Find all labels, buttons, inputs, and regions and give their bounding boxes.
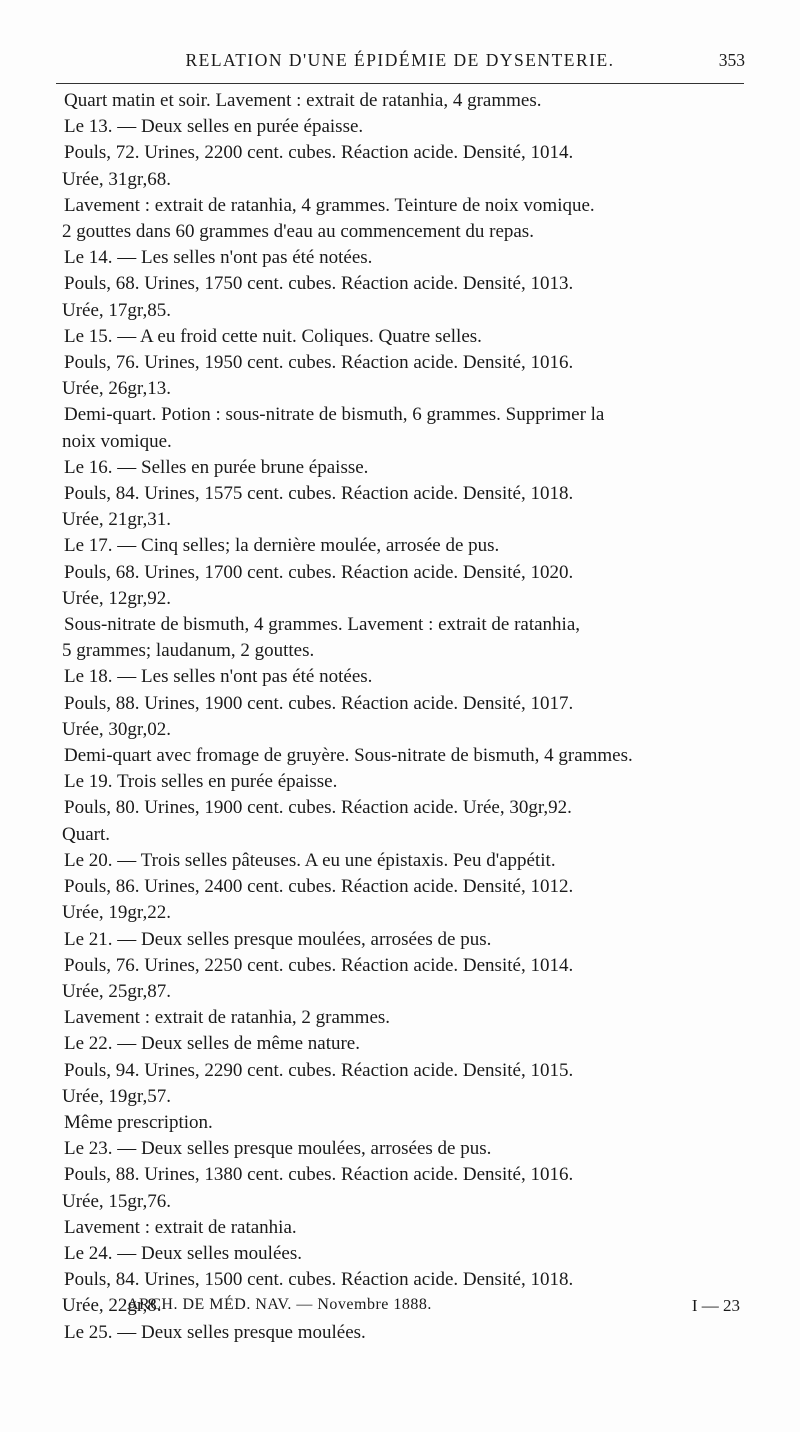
body-text (62, 88, 742, 1346)
text-line: Pouls, 76. Urines, 1950 cent. cubes. Réaction acide. Densité, 1016. (64, 352, 574, 374)
text-line: Urée, 12gr,92. (62, 587, 171, 609)
text-line: Pouls, 94. Urines, 2290 cent. cubes. Réaction acide. Densité, 1015. (64, 1059, 574, 1081)
text-line: Le 14. — Les selles n'ont pas été notées. (64, 247, 373, 269)
text-line: Urée, 30gr,02. (62, 718, 171, 740)
text-line: Le 21. — Deux selles presque moulées, arrosées de pus. (64, 928, 492, 950)
text-line: Quart. (62, 823, 111, 845)
text-line: Pouls, 72. Urines, 2200 cent. cubes. Réaction acide. Densité, 1014. (64, 142, 574, 164)
page-footer (62, 1296, 742, 1324)
text-line: Le 16. — Selles en purée brune épaisse. (64, 456, 369, 478)
text-line: Le 17. — Cinq selles; la dernière moulée, arrosée de pus. (64, 535, 500, 557)
text-line: Pouls, 86. Urines, 2400 cent. cubes. Réaction acide. Densité, 1012. (64, 876, 574, 898)
text-line: Urée, 21gr,31. (62, 509, 171, 531)
text-line: Pouls, 68. Urines, 1700 cent. cubes. Réaction acide. Densité, 1020. (64, 561, 574, 583)
text-line: Le 19. Trois selles en purée épaisse. (64, 771, 338, 793)
text-line: Lavement : extrait de ratanhia, 4 grammes. Teinture de noix vomique. (64, 194, 595, 216)
text-line: Le 24. — Deux selles moulées. (64, 1242, 302, 1264)
text-line: Urée, 19gr,57. (62, 1085, 171, 1107)
text-line: Le 15. — A eu froid cette nuit. Coliques. Quatre selles. (64, 325, 482, 347)
text-line: Le 25. — Deux selles presque moulées. (64, 1321, 366, 1343)
text-line: Sous-nitrate de bismuth, 4 grammes. Lavement : extrait de ratanhia, (64, 614, 581, 636)
text-line: Pouls, 88. Urines, 1380 cent. cubes. Réaction acide. Densité, 1016. (64, 1164, 574, 1186)
text-line: Pouls, 80. Urines, 1900 cent. cubes. Réaction acide. Urée, 30gr,92. (64, 797, 572, 819)
text-line: Urée, 15gr,76. (62, 1190, 171, 1212)
text-line: Le 20. — Trois selles pâteuses. A eu une épistaxis. Peu d'appétit. (64, 849, 556, 871)
text-line: Pouls, 84. Urines, 1575 cent. cubes. Réaction acide. Densité, 1018. (64, 483, 574, 505)
text-line: Le 22. — Deux selles de même nature. (64, 1033, 360, 1055)
journal-reference: ARCH. DE MÉD. NAV. — Novembre 1888. (127, 1296, 432, 1313)
text-line: Pouls, 84. Urines, 1500 cent. cubes. Réaction acide. Densité, 1018. (64, 1269, 574, 1291)
text-line: Urée, 26gr,13. (62, 378, 171, 400)
text-line: Pouls, 68. Urines, 1750 cent. cubes. Réaction acide. Densité, 1013. (64, 273, 574, 295)
text-line: Demi-quart avec fromage de gruyère. Sous-nitrate de bismuth, 4 grammes. (64, 745, 633, 767)
header-rule (56, 83, 744, 84)
text-line: Le 23. — Deux selles presque moulées, arrosées de pus. (64, 1138, 492, 1160)
text-line: Lavement : extrait de ratanhia. (64, 1216, 297, 1238)
text-line: Demi-quart. Potion : sous-nitrate de bismuth, 6 grammes. Supprimer la (64, 404, 605, 426)
text-line: Le 18. — Les selles n'ont pas été notées. (64, 666, 373, 688)
text-line: Lavement : extrait de ratanhia, 2 grammes. (64, 1007, 391, 1029)
text-line: Urée, 17gr,85. (62, 299, 171, 321)
text-line: noix vomique. (62, 430, 172, 452)
page-number: 353 (718, 50, 745, 70)
text-line: 2 gouttes dans 60 grammes d'eau au commencement du repas. (62, 221, 534, 243)
text-line: Le 13. — Deux selles en purée épaisse. (64, 116, 364, 138)
text-line: Même prescription. (64, 1111, 213, 1133)
text-line: Urée, 19gr,22. (62, 902, 171, 924)
text-line: Urée, 31gr,68. (62, 168, 171, 190)
text-line: Urée, 22gr,8. (62, 1295, 162, 1317)
running-head (55, 50, 745, 80)
text-line: Pouls, 76. Urines, 2250 cent. cubes. Réaction acide. Densité, 1014. (64, 954, 574, 976)
running-title: RELATION D'UNE ÉPIDÉMIE DE DYSENTERIE. (185, 50, 615, 70)
text-line: Pouls, 88. Urines, 1900 cent. cubes. Réaction acide. Densité, 1017. (64, 692, 574, 714)
text-line: Quart matin et soir. Lavement : extrait de ratanhia, 4 grammes. (64, 90, 542, 111)
signature-mark: I — 23 (691, 1296, 740, 1315)
text-line: Urée, 25gr,87. (62, 980, 171, 1002)
text-line: 5 grammes; laudanum, 2 gouttes. (62, 640, 315, 662)
